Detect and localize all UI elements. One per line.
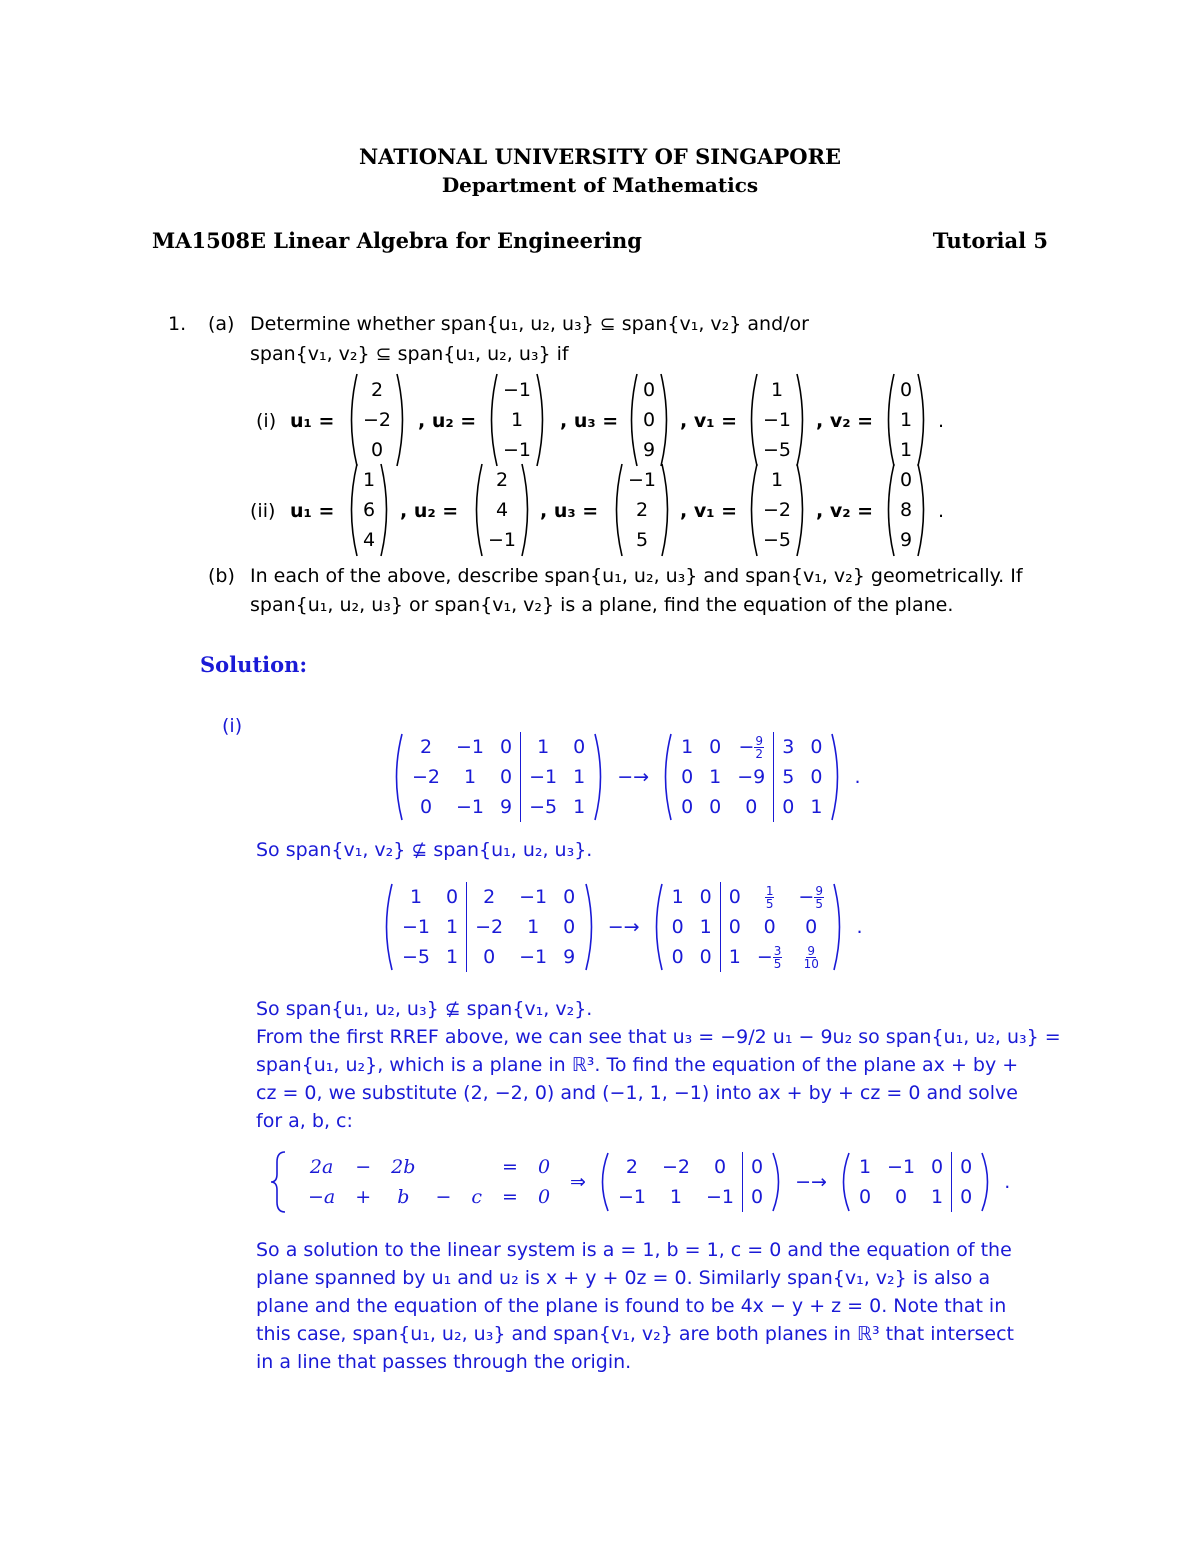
system-term: 0: [537, 1156, 551, 1178]
right-paren: [795, 462, 809, 558]
matrix-row: [851, 1182, 980, 1212]
matrix-cell: 1: [669, 1186, 683, 1208]
period: .: [938, 500, 945, 522]
matrix-cell: $\frac{1}{5}$: [765, 883, 774, 911]
u2-label: , u₂ =: [400, 500, 459, 522]
matrix-cell: −2: [661, 1156, 690, 1178]
vec-i-v1: [745, 372, 809, 472]
right-paren: [660, 462, 674, 558]
v2-label: , v₂ =: [816, 500, 874, 522]
paragraph-1-line-2: span{u₁, u₂}, which is a plane in ℝ³. To find the equation of the plane ax + by +: [256, 1054, 1019, 1076]
matrix-cell: 0: [751, 1156, 764, 1178]
matrix-cell: −1: [519, 946, 548, 968]
paragraph-2: [256, 1236, 1014, 1376]
matrix-cell: 0: [563, 916, 576, 938]
matrix-cell: 2: [419, 736, 433, 758]
matrix-cell: −1: [887, 1156, 916, 1178]
matrix-cell: 0: [923, 1152, 952, 1182]
right-paren: [395, 372, 409, 468]
left-paren: [650, 882, 664, 972]
matrix-cell: −5: [402, 946, 431, 968]
matrix-row: [610, 1152, 771, 1182]
vec-i-v2: [882, 372, 930, 472]
matrix-cell: −9: [729, 762, 774, 792]
paragraph-1: [256, 1023, 1061, 1135]
paragraph-2-line-5: in a line that passes through the origin.: [256, 1351, 632, 1373]
left-paren: [610, 462, 624, 558]
matrix-cell: 1: [573, 796, 586, 818]
matrix-cell: 1: [671, 886, 684, 908]
vector-entry: −1: [763, 409, 792, 431]
vector-entry: 0: [370, 439, 384, 461]
vector-entry: 4: [363, 529, 376, 551]
rref-2: 1 0 2 −1 0 −1 1 −2 1 0 −5 1 0 −1 9 −→ 1 0 0 $\frac{1}{5}$ − $\frac{9}{5}$ 0 1 0 0 0 0 0 1 − $\frac{3}{5}$ $\frac{9}{10}$ .: [380, 882, 940, 978]
matrix-cell: 1: [728, 946, 741, 968]
matrix-row: [664, 912, 832, 942]
v1-label: , v₁ =: [680, 500, 738, 522]
matrix-cell: − $\frac{9}{5}$: [798, 883, 823, 911]
right-paren: [584, 882, 598, 972]
question-number: 1.: [168, 313, 187, 335]
u1-label: u₁ =: [290, 500, 335, 522]
vector-entry: −1: [628, 469, 657, 491]
matrix-cell: 1: [573, 766, 586, 788]
vector-entry: 4: [495, 499, 509, 521]
matrix-cell: 0: [438, 882, 467, 912]
right-paren: [795, 372, 809, 468]
matrix-cell: 0: [709, 736, 722, 758]
system-term: 2a: [309, 1156, 334, 1178]
matrix-cell: $\frac{9}{10}$: [803, 943, 819, 971]
left-paren: [745, 462, 759, 558]
right-paren: [980, 1151, 994, 1213]
system-term: =: [502, 1156, 518, 1178]
period: .: [938, 410, 945, 432]
vector-entry: −5: [763, 529, 792, 551]
matrix-cell: 0: [692, 882, 721, 912]
right-paren: [379, 462, 393, 558]
matrix-cell: 0: [573, 736, 586, 758]
vector-entry: 1: [510, 409, 524, 431]
matrix-row: [851, 1152, 980, 1182]
right-paren: [520, 462, 534, 558]
matrix-cell: 0: [805, 916, 818, 938]
part-b-line-1: In each of the above, describe span{u₁, u₂, u₃} and span{v₁, v₂} geometrically. If: [250, 565, 1023, 587]
matrix-cell: 1: [463, 766, 477, 788]
left-paren: [882, 462, 896, 558]
left-paren: [837, 1151, 851, 1213]
tutorial-number: Tutorial 5: [932, 228, 1048, 253]
vector-entry: 1: [770, 379, 784, 401]
matrix-cell: 5: [782, 766, 795, 788]
matrix-cell: 0: [692, 942, 721, 972]
vec-ii-v1: [745, 462, 809, 562]
rref-1: 2 −1 0 1 0 −2 1 0 −1 1 0 −1 9 −5 1 −→ 1 0 − $\frac{9}{2}$ 3 0 0 1 −9 5 0 0 0 0 0 1 .: [390, 732, 930, 828]
vec-i-u1: [345, 372, 409, 472]
linear-system: 2a − 2b = 0 −a + b − c = 0 ⇒ 2 −2 0 0 −1 1 −1 0 −→ 1 −1 0 0 0 0 1 0 .: [270, 1150, 1060, 1220]
matrix-cell: 3: [782, 736, 795, 758]
left-paren: [380, 882, 394, 972]
solution-heading: Solution:: [200, 652, 308, 677]
vector-entry: −1: [503, 439, 532, 461]
matrix-cell: 0: [858, 1186, 872, 1208]
vector-entry: −2: [763, 499, 792, 521]
part-b-line-2: span{u₁, u₂, u₃} or span{v₁, v₂} is a plane, find the equation of the plane.: [250, 594, 954, 616]
matrix-cell: 0: [709, 796, 722, 818]
matrix-cell: 1: [409, 886, 423, 908]
matrix-cell: 1: [438, 942, 467, 972]
system-term: 2b: [391, 1156, 416, 1178]
matrix-cell: 0: [681, 796, 694, 818]
matrix-cell: −1: [529, 766, 558, 788]
matrix-cell: 0: [763, 916, 776, 938]
matrix-cell: 0: [671, 916, 684, 938]
u1-label: u₁ =: [290, 410, 335, 432]
right-paren: [916, 372, 930, 468]
matrix-cell: −2: [412, 766, 441, 788]
left-paren: [596, 1151, 610, 1213]
matrix-cell: 0: [810, 766, 823, 788]
matrix-row: [673, 792, 830, 822]
matrix-cell: 0: [751, 1186, 764, 1208]
vector-entry: 1: [363, 469, 376, 491]
u2-label: , u₂ =: [418, 410, 477, 432]
vector-entry: 0: [643, 409, 656, 431]
matrix-row: [610, 1182, 771, 1212]
system-term: c: [471, 1186, 483, 1208]
paragraph-2-line-3: plane and the equation of the plane is found to be 4x − y + z = 0. Note that in: [256, 1295, 1007, 1317]
v1-label: , v₁ =: [680, 410, 738, 432]
paragraph-1-line-1: From the first RREF above, we can see that u₃ = −9/2 u₁ − 9u₂ so span{u₁, u₂, u₃} =: [256, 1026, 1061, 1048]
left-paren: [745, 372, 759, 468]
matrix-cell: − $\frac{9}{2}$: [729, 732, 774, 762]
right-paren: [830, 732, 844, 822]
paragraph-2-line-2: plane spanned by u₁ and u₂ is x + y + 0z = 0. Similarly span{v₁, v₂} is also a: [256, 1267, 991, 1289]
vector-entry: −2: [363, 409, 392, 431]
matrix-cell: −1: [698, 1182, 743, 1212]
right-paren: [535, 372, 549, 468]
part-a-line-2: span{v₁, v₂} ⊆ span{u₁, u₂, u₃} if: [250, 343, 569, 365]
matrix-cell: −2: [475, 916, 504, 938]
matrix-cell: −1: [456, 736, 485, 758]
vector-entry: −5: [763, 439, 792, 461]
vector-entry: 1: [900, 439, 913, 461]
case-ii-vectors: [290, 462, 950, 562]
matrix-cell: 0: [728, 886, 741, 908]
paragraph-1-line-3: cz = 0, we substitute (2, −2, 0) and (−1, 1, −1) into ax + by + cz = 0 and solve: [256, 1082, 1018, 1104]
matrix-cell: 1: [810, 796, 823, 818]
vector-entry: 2: [370, 379, 384, 401]
matrix-cell: 0: [492, 732, 521, 762]
right-paren: [659, 372, 673, 468]
left-paren: [485, 372, 499, 468]
matrix-cell: −5: [529, 796, 558, 818]
vec-i-u2: [485, 372, 549, 472]
system-term: b: [397, 1186, 410, 1208]
matrix-row: [673, 762, 830, 792]
university-title: NATIONAL UNIVERSITY OF SINGAPORE: [358, 144, 842, 169]
matrix-cell: 0: [671, 946, 684, 968]
vec-i-u3: [625, 372, 673, 472]
paragraph-2-line-1: So a solution to the linear system is a = 1, b = 1, c = 0 and the equation of the: [256, 1239, 1012, 1261]
matrix-cell: 1: [527, 916, 540, 938]
matrix-cell: 0: [681, 766, 694, 788]
matrix-cell: 9: [492, 792, 521, 822]
matrix-row: [394, 882, 583, 912]
right-paren: [771, 1151, 785, 1213]
matrix-cell: 2: [483, 886, 496, 908]
system-row: [298, 1182, 560, 1212]
part-a-label: (a): [208, 313, 235, 335]
matrix-cell: 0: [419, 796, 433, 818]
matrix-cell: 1: [923, 1182, 952, 1212]
vector-entry: 0: [900, 379, 913, 401]
vector-entry: 1: [770, 469, 784, 491]
vector-entry: 1: [900, 409, 913, 431]
vector-entry: 9: [643, 439, 656, 461]
matrix-row: [664, 942, 832, 972]
system-term: [461, 1152, 492, 1182]
case-i-vectors: [290, 372, 950, 472]
matrix-cell: 0: [729, 792, 774, 822]
v2-label: , v₂ =: [816, 410, 874, 432]
vector-entry: 8: [900, 499, 913, 521]
matrix-row: [394, 942, 583, 972]
system-row: [298, 1152, 560, 1182]
course-title: MA1508E Linear Algebra for Engineering: [152, 228, 642, 253]
vector-entry: 0: [643, 379, 656, 401]
system-term: −a: [308, 1186, 336, 1208]
part-a-line-1: Determine whether span{u₁, u₂, u₃} ⊆ span{v₁, v₂} and/or: [250, 313, 809, 335]
right-paren: [916, 462, 930, 558]
matrix-cell: 1: [709, 766, 722, 788]
vector-entry: 5: [635, 529, 649, 551]
vector-entry: −1: [488, 529, 517, 551]
matrix-cell: 1: [692, 912, 721, 942]
matrix-cell: 0: [810, 736, 823, 758]
so-line-1: So span{v₁, v₂} ⊈ span{u₁, u₂, u₃}.: [256, 839, 593, 861]
vec-ii-u1: [345, 462, 393, 562]
matrix-cell: 0: [728, 916, 741, 938]
matrix-cell: 9: [563, 946, 576, 968]
left-paren: [625, 372, 639, 468]
vector-entry: −1: [503, 379, 532, 401]
matrix-cell: 0: [894, 1186, 908, 1208]
vec-ii-u3: [610, 462, 674, 562]
rref-arrow: −→: [795, 1171, 827, 1193]
matrix-cell: 1: [681, 736, 694, 758]
vec-ii-u2: [470, 462, 534, 562]
case-ii-label: (ii): [250, 500, 276, 522]
system-term: 0: [537, 1186, 551, 1208]
matrix-cell: −1: [456, 796, 485, 818]
matrix-cell: 1: [537, 736, 550, 758]
right-paren: [832, 882, 846, 972]
left-paren: [345, 372, 359, 468]
matrix-cell: −1: [519, 886, 548, 908]
matrix-cell: 0: [483, 946, 496, 968]
vector-entry: 6: [363, 499, 376, 521]
right-paren: [593, 732, 607, 822]
matrix-cell: 2: [625, 1156, 638, 1178]
left-paren: [659, 732, 673, 822]
matrix-cell: 0: [563, 886, 576, 908]
matrix-cell: 1: [858, 1156, 872, 1178]
matrix-cell: −1: [617, 1186, 646, 1208]
system-term: [425, 1152, 461, 1182]
matrix-row: [664, 882, 832, 912]
matrix-cell: − $\frac{3}{5}$: [756, 943, 782, 971]
matrix-cell: 0: [960, 1186, 973, 1208]
vector-entry: 2: [495, 469, 509, 491]
left-paren: [882, 372, 896, 468]
left-paren: [470, 462, 484, 558]
left-brace: [270, 1150, 288, 1214]
vec-ii-v2: [882, 462, 930, 562]
case-i-label: (i): [256, 410, 277, 432]
matrix-cell: −1: [402, 916, 431, 938]
vector-entry: 9: [900, 529, 913, 551]
matrix-cell: 0: [698, 1152, 743, 1182]
system-term: +: [355, 1186, 372, 1208]
part-b-label: (b): [208, 565, 235, 587]
implies-arrow: ⇒: [570, 1171, 586, 1193]
matrix-row: [394, 912, 583, 942]
matrix-cell: 0: [960, 1156, 973, 1178]
solution-case-label: (i): [222, 715, 243, 737]
paragraph-2-line-4: this case, span{u₁, u₂, u₃} and span{v₁, v₂} are both planes in ℝ³ that intersect: [256, 1323, 1014, 1345]
matrix-row: [404, 792, 593, 822]
vector-entry: 2: [635, 499, 649, 521]
matrix-row: [404, 762, 593, 792]
matrix-cell: 0: [492, 762, 521, 792]
system-term: −: [355, 1156, 372, 1178]
rref-arrow: −→: [607, 916, 640, 938]
system-term: −: [435, 1186, 452, 1208]
rref-arrow: −→: [617, 766, 650, 788]
department-title: Department of Mathematics: [441, 173, 759, 197]
u3-label: , u₃ =: [560, 410, 619, 432]
u3-label: , u₃ =: [540, 500, 599, 522]
left-paren: [390, 732, 404, 822]
matrix-row: [404, 732, 593, 762]
vector-entry: 0: [900, 469, 913, 491]
paragraph-1-line-4: for a, b, c:: [256, 1110, 353, 1132]
matrix-row: [673, 732, 830, 762]
matrix-cell: 0: [782, 796, 795, 818]
matrix-cell: 1: [438, 912, 467, 942]
left-paren: [345, 462, 359, 558]
so-line-2: So span{u₁, u₂, u₃} ⊈ span{v₁, v₂}.: [256, 998, 593, 1020]
system-term: =: [502, 1186, 518, 1208]
